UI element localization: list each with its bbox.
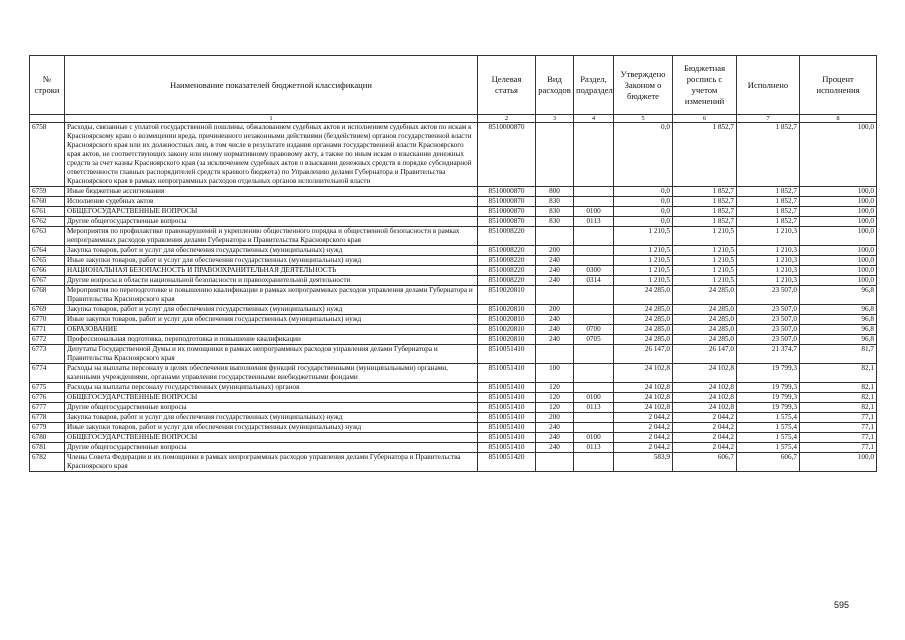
row-number: 6765 [30, 256, 65, 266]
row-number: 6775 [30, 383, 65, 393]
row-approved: 0,0 [614, 217, 673, 227]
row-number: 6778 [30, 413, 65, 423]
row-expense-type: 200 [536, 246, 574, 256]
row-section [574, 364, 614, 383]
row-expense-type: 120 [536, 383, 574, 393]
table-row [30, 217, 877, 227]
row-approved: 24 102,8 [614, 383, 673, 393]
row-section: 0100 [574, 433, 614, 443]
header-executed: Исполнено [737, 56, 800, 115]
row-name: Закупка товаров, работ и услуг для обеспечения государственных (муниципальных) нужд [65, 413, 478, 423]
row-approved: 0,0 [614, 207, 673, 217]
row-target: 8510051420 [478, 453, 536, 472]
row-budget: 606,7 [673, 453, 737, 472]
row-number: 6766 [30, 266, 65, 276]
row-section: 0100 [574, 207, 614, 217]
row-section [574, 123, 614, 187]
row-section [574, 453, 614, 472]
row-name: Мероприятия по профилактике правонарушений и укреплению общественного порядка и общественной безопасности в рамках непрограммных расходов управления делами Губернатора и Правительства Красноярского края [65, 227, 478, 246]
row-budget: 1 852,7 [673, 207, 737, 217]
row-section: 0100 [574, 393, 614, 403]
row-section: 0113 [574, 443, 614, 453]
row-expense-type: 240 [536, 443, 574, 453]
table-row [30, 364, 877, 383]
row-percent: 100,0 [800, 227, 877, 246]
table-row [30, 383, 877, 393]
row-name: Члены Совета Федерации и их помощники в рамках непрограммных расходов управления делами Губернатора и Правительства Красноярского края [65, 453, 478, 472]
header-budget-list: Бюджетная роспись с учетом изменений [673, 56, 737, 115]
row-target: 8510051410 [478, 433, 536, 443]
row-section: 0113 [574, 217, 614, 227]
table-row [30, 276, 877, 286]
row-expense-type: 240 [536, 266, 574, 276]
row-name: Закупка товаров, работ и услуг для обеспечения государственных (муниципальных) нужд [65, 246, 478, 256]
row-name: Расходы на выплаты персоналу в целях обеспечения выполнения функций государственными (муниципальными) органами, казенными учреждениями, органами управления государственными внебюджетными фондами [65, 364, 478, 383]
row-name: Расходы на выплаты персоналу государственных (муниципальных) органов [65, 383, 478, 393]
row-percent: 100,0 [800, 123, 877, 187]
row-percent: 100,0 [800, 256, 877, 266]
row-approved: 24 102,8 [614, 364, 673, 383]
row-section [574, 197, 614, 207]
row-budget: 24 102,8 [673, 364, 737, 383]
row-percent: 100,0 [800, 453, 877, 472]
row-executed: 1 210,3 [737, 266, 800, 276]
row-percent: 82,1 [800, 393, 877, 403]
row-budget: 1 210,5 [673, 276, 737, 286]
header-percent: Процент исполнения [800, 56, 877, 115]
table-row [30, 256, 877, 266]
row-executed: 1 575,4 [737, 433, 800, 443]
row-section [574, 383, 614, 393]
row-target: 8510008220 [478, 276, 536, 286]
row-number: 6767 [30, 276, 65, 286]
row-section [574, 227, 614, 246]
row-approved: 2 044,2 [614, 413, 673, 423]
budget-table [29, 55, 877, 472]
row-percent: 96,8 [800, 286, 877, 305]
row-section: 0705 [574, 335, 614, 345]
row-expense-type [536, 227, 574, 246]
row-budget: 2 044,2 [673, 423, 737, 433]
row-name: Другие общегосударственные вопросы [65, 403, 478, 413]
row-budget: 24 102,8 [673, 383, 737, 393]
row-name: Депутаты Государственной Думы и их помощники в рамках непрограммных расходов управления делами Губернатора и Правительства Красноярского края [65, 345, 478, 364]
row-executed: 19 799,3 [737, 393, 800, 403]
row-approved: 24 285,0 [614, 315, 673, 325]
row-percent: 100,0 [800, 197, 877, 207]
row-executed: 1 210,3 [737, 256, 800, 266]
page-number: 595 [834, 600, 850, 610]
row-executed: 1 852,7 [737, 197, 800, 207]
row-percent: 96,8 [800, 315, 877, 325]
row-expense-type [536, 453, 574, 472]
row-name: Иные закупки товаров, работ и услуг для обеспечения государственных (муниципальных) нужд [65, 423, 478, 433]
column-number-row [30, 115, 877, 123]
row-budget: 1 210,5 [673, 246, 737, 256]
row-section [574, 305, 614, 315]
row-expense-type [536, 345, 574, 364]
row-percent: 96,8 [800, 305, 877, 315]
row-executed: 21 374,7 [737, 345, 800, 364]
column-number: 6 [673, 115, 737, 123]
row-number: 6770 [30, 315, 65, 325]
row-percent: 77,1 [800, 443, 877, 453]
row-name: Исполнение судебных актов [65, 197, 478, 207]
row-budget: 24 102,8 [673, 403, 737, 413]
row-expense-type: 800 [536, 187, 574, 197]
row-section [574, 345, 614, 364]
column-number-blank [30, 115, 65, 123]
row-approved: 1 210,5 [614, 266, 673, 276]
table-row [30, 207, 877, 217]
table-row [30, 413, 877, 423]
row-target: 8510000870 [478, 197, 536, 207]
row-section: 0113 [574, 403, 614, 413]
table-row [30, 453, 877, 472]
header-row [30, 56, 877, 115]
row-percent: 100,0 [800, 187, 877, 197]
row-approved: 24 285,0 [614, 305, 673, 315]
row-expense-type: 830 [536, 207, 574, 217]
row-executed: 1 210,3 [737, 246, 800, 256]
row-number: 6769 [30, 305, 65, 315]
row-expense-type: 240 [536, 256, 574, 266]
row-executed: 1 852,7 [737, 123, 800, 187]
row-approved: 1 210,5 [614, 276, 673, 286]
row-budget: 1 210,5 [673, 266, 737, 276]
row-number: 6782 [30, 453, 65, 472]
row-expense-type: 240 [536, 433, 574, 443]
row-section [574, 286, 614, 305]
row-executed: 1 210,3 [737, 276, 800, 286]
row-name: Мероприятия по переподготовке и повышению квалификации в рамках непрограммных расходов управления делами Губернатора и Правительства Красноярского края [65, 286, 478, 305]
table-row [30, 423, 877, 433]
row-executed: 23 507,0 [737, 305, 800, 315]
row-approved: 24 285,0 [614, 325, 673, 335]
table-row [30, 403, 877, 413]
row-expense-type: 240 [536, 423, 574, 433]
row-expense-type: 240 [536, 325, 574, 335]
row-approved: 2 044,2 [614, 423, 673, 433]
row-approved: 0,0 [614, 123, 673, 187]
table-row [30, 315, 877, 325]
row-approved: 2 044,2 [614, 443, 673, 453]
row-number: 6780 [30, 433, 65, 443]
row-budget: 2 044,2 [673, 433, 737, 443]
row-approved: 0,0 [614, 197, 673, 207]
row-target: 8510008220 [478, 227, 536, 246]
row-percent: 100,0 [800, 276, 877, 286]
row-number: 6773 [30, 345, 65, 364]
table-row [30, 197, 877, 207]
row-target: 8510051410 [478, 443, 536, 453]
row-executed: 19 799,3 [737, 364, 800, 383]
row-name: ОБЩЕГОСУДАРСТВЕННЫЕ ВОПРОСЫ [65, 393, 478, 403]
row-expense-type: 120 [536, 403, 574, 413]
row-number: 6776 [30, 393, 65, 403]
column-number: 4 [574, 115, 614, 123]
row-approved: 24 285,0 [614, 335, 673, 345]
row-budget: 1 852,7 [673, 217, 737, 227]
row-executed: 1 575,4 [737, 423, 800, 433]
row-number: 6774 [30, 364, 65, 383]
row-name: ОБРАЗОВАНИЕ [65, 325, 478, 335]
row-number: 6779 [30, 423, 65, 433]
row-target: 8510051410 [478, 383, 536, 393]
row-target: 8510051410 [478, 345, 536, 364]
row-percent: 77,1 [800, 433, 877, 443]
column-number: 7 [737, 115, 800, 123]
row-budget: 24 285,0 [673, 325, 737, 335]
row-name: Иные закупки товаров, работ и услуг для обеспечения государственных (муниципальных) нужд [65, 315, 478, 325]
row-number: 6772 [30, 335, 65, 345]
table-row [30, 345, 877, 364]
row-target: 8510020810 [478, 305, 536, 315]
row-target: 8510020810 [478, 335, 536, 345]
row-target: 8510000870 [478, 207, 536, 217]
row-section [574, 256, 614, 266]
column-number: 3 [536, 115, 574, 123]
table-row [30, 443, 877, 453]
row-approved: 583,9 [614, 453, 673, 472]
row-percent: 100,0 [800, 266, 877, 276]
row-budget: 1 852,7 [673, 123, 737, 187]
row-target: 8510000870 [478, 123, 536, 187]
row-target: 8510008220 [478, 246, 536, 256]
table-row [30, 325, 877, 335]
row-number: 6764 [30, 246, 65, 256]
row-approved: 1 210,5 [614, 256, 673, 266]
row-number: 6781 [30, 443, 65, 453]
row-approved: 0,0 [614, 187, 673, 197]
row-target: 8510020810 [478, 315, 536, 325]
row-section [574, 423, 614, 433]
row-approved: 24 102,8 [614, 393, 673, 403]
row-number: 6762 [30, 217, 65, 227]
table-row [30, 393, 877, 403]
table-row [30, 335, 877, 345]
header-target: Целевая статья [478, 56, 536, 115]
row-section: 0700 [574, 325, 614, 335]
row-target: 8510000870 [478, 187, 536, 197]
table-row [30, 187, 877, 197]
row-executed: 23 507,0 [737, 325, 800, 335]
row-executed: 1 210,3 [737, 227, 800, 246]
row-name: НАЦИОНАЛЬНАЯ БЕЗОПАСНОСТЬ И ПРАВООХРАНИТЕЛЬНАЯ ДЕЯТЕЛЬНОСТЬ [65, 266, 478, 276]
header-name: Наименование показателей бюджетной классификации [65, 56, 478, 115]
row-expense-type: 240 [536, 335, 574, 345]
row-name: Другие вопросы в области национальной безопасности и правоохранительной деятельности [65, 276, 478, 286]
table-row [30, 286, 877, 305]
row-target: 8510051410 [478, 403, 536, 413]
row-expense-type [536, 123, 574, 187]
column-number: 2 [478, 115, 536, 123]
row-percent: 96,8 [800, 325, 877, 335]
row-section [574, 315, 614, 325]
row-name: Закупка товаров, работ и услуг для обеспечения государственных (муниципальных) нужд [65, 305, 478, 315]
row-target: 8510008220 [478, 256, 536, 266]
row-percent: 82,1 [800, 383, 877, 393]
row-budget: 2 044,2 [673, 413, 737, 423]
row-expense-type: 830 [536, 217, 574, 227]
row-number: 6761 [30, 207, 65, 217]
row-percent: 100,0 [800, 217, 877, 227]
row-executed: 23 507,0 [737, 335, 800, 345]
table-row [30, 227, 877, 246]
row-number: 6758 [30, 123, 65, 187]
row-approved: 2 044,2 [614, 433, 673, 443]
row-name: Другие общегосударственные вопросы [65, 443, 478, 453]
table-row [30, 123, 877, 187]
row-target: 8510020810 [478, 325, 536, 335]
table-row [30, 246, 877, 256]
row-number: 6760 [30, 197, 65, 207]
table-row [30, 433, 877, 443]
row-expense-type: 240 [536, 315, 574, 325]
row-budget: 24 285,0 [673, 286, 737, 305]
row-executed: 19 799,3 [737, 383, 800, 393]
row-section: 0314 [574, 276, 614, 286]
row-approved: 26 147,0 [614, 345, 673, 364]
row-budget: 24 102,8 [673, 393, 737, 403]
row-name: Иные бюджетные ассигнования [65, 187, 478, 197]
row-executed: 606,7 [737, 453, 800, 472]
row-budget: 24 285,0 [673, 335, 737, 345]
row-target: 8510020810 [478, 286, 536, 305]
row-number: 6759 [30, 187, 65, 197]
row-budget: 26 147,0 [673, 345, 737, 364]
row-number: 6777 [30, 403, 65, 413]
row-expense-type: 240 [536, 276, 574, 286]
row-budget: 1 210,5 [673, 256, 737, 266]
table-body [30, 123, 877, 472]
row-budget: 24 285,0 [673, 305, 737, 315]
row-percent: 77,1 [800, 423, 877, 433]
row-budget: 1 852,7 [673, 197, 737, 207]
row-expense-type: 200 [536, 413, 574, 423]
row-target: 8510051410 [478, 413, 536, 423]
column-number: 8 [800, 115, 877, 123]
row-expense-type: 120 [536, 393, 574, 403]
header-section: Раздел, подраздел [574, 56, 614, 115]
header-expense-type: Вид расходов [536, 56, 574, 115]
row-percent: 100,0 [800, 207, 877, 217]
row-target: 8510051410 [478, 393, 536, 403]
row-budget: 1 852,7 [673, 187, 737, 197]
header-approved: Утверждено Законом о бюджете [614, 56, 673, 115]
row-section: 0300 [574, 266, 614, 276]
row-executed: 23 507,0 [737, 315, 800, 325]
row-percent: 100,0 [800, 246, 877, 256]
row-name: Профессиональная подготовка, переподготовка и повышение квалификации [65, 335, 478, 345]
row-number: 6763 [30, 227, 65, 246]
row-target: 8510051410 [478, 364, 536, 383]
row-budget: 2 044,2 [673, 443, 737, 453]
row-percent: 82,1 [800, 403, 877, 413]
row-executed: 23 507,0 [737, 286, 800, 305]
row-expense-type: 200 [536, 305, 574, 315]
column-number: 1 [65, 115, 478, 123]
row-target: 8510051410 [478, 423, 536, 433]
row-approved: 1 210,5 [614, 246, 673, 256]
row-executed: 19 799,3 [737, 403, 800, 413]
table-row [30, 266, 877, 276]
row-number: 6768 [30, 286, 65, 305]
row-target: 8510000870 [478, 217, 536, 227]
row-name: ОБЩЕГОСУДАРСТВЕННЫЕ ВОПРОСЫ [65, 433, 478, 443]
row-name: Иные закупки товаров, работ и услуг для обеспечения государственных (муниципальных) нужд [65, 256, 478, 266]
row-name: Другие общегосударственные вопросы [65, 217, 478, 227]
row-name: Расходы, связанные с уплатой государственной пошлины, обжалованием судебных актов и исполнением судебных актов по искам к Красноярскому краю о возмещении вреда, причиненного незаконными действиями (бездействием) органов государственной власти Красноярского края или их должностных лиц, в том числе в результате издания органами государственной власти Красноярского края актов, не соответствующих закону или иному нормативному правовому акту, а также по иным искам о взыскании денежных средств за счет казны Красноярского края (за исключением судебных актов о взыскании денежных средств в порядке субсидиарной ответственности главных распорядителей средств краевого бюджета) по Управлению делами Губернатора и Правительства Красноярского края в рамках непрограммных расходов отдельных органов исполнительной власти [65, 123, 478, 187]
row-approved: 24 102,8 [614, 403, 673, 413]
row-expense-type [536, 286, 574, 305]
column-number: 5 [614, 115, 673, 123]
table-row [30, 305, 877, 315]
row-percent: 82,1 [800, 364, 877, 383]
row-approved: 1 210,5 [614, 227, 673, 246]
row-percent: 77,1 [800, 413, 877, 423]
row-expense-type: 830 [536, 197, 574, 207]
row-number: 6771 [30, 325, 65, 335]
row-section [574, 246, 614, 256]
row-budget: 24 285,0 [673, 315, 737, 325]
row-executed: 1 575,4 [737, 413, 800, 423]
row-section [574, 413, 614, 423]
row-budget: 1 210,5 [673, 227, 737, 246]
row-name: ОБЩЕГОСУДАРСТВЕННЫЕ ВОПРОСЫ [65, 207, 478, 217]
row-executed: 1 852,7 [737, 217, 800, 227]
row-approved: 24 285,0 [614, 286, 673, 305]
header-row-no: № строки [30, 56, 65, 115]
row-section [574, 187, 614, 197]
row-percent: 81,7 [800, 345, 877, 364]
row-executed: 1 852,7 [737, 207, 800, 217]
row-percent: 96,8 [800, 335, 877, 345]
row-target: 8510008220 [478, 266, 536, 276]
row-executed: 1 575,4 [737, 443, 800, 453]
row-expense-type: 100 [536, 364, 574, 383]
row-executed: 1 852,7 [737, 187, 800, 197]
